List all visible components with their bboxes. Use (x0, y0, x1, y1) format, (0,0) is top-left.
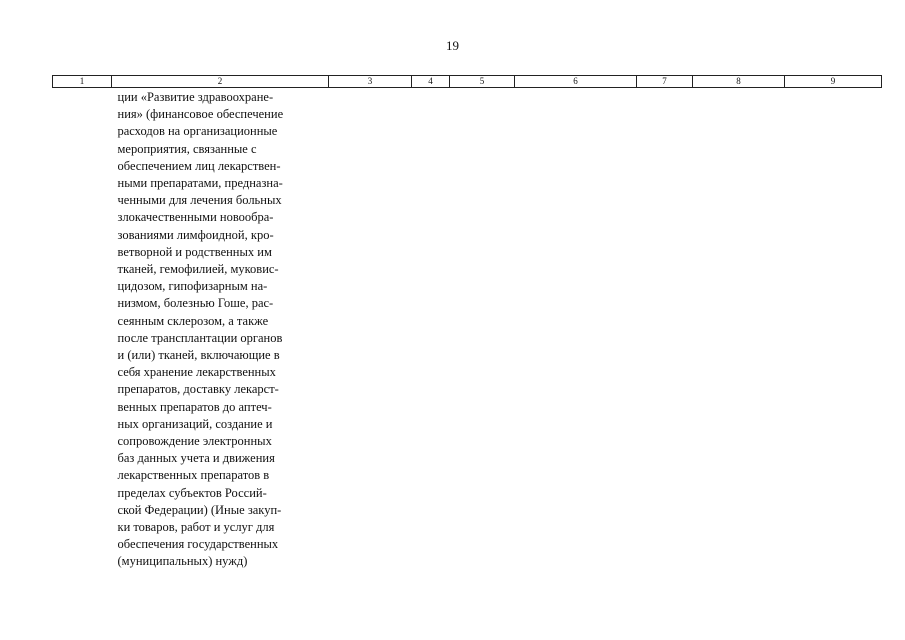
text-line: себя хранение лекарственных (117, 365, 276, 380)
text-line: ки товаров, работ и услуг для (117, 520, 275, 535)
text-line: обеспечением лиц лекарствен- (117, 158, 281, 173)
table-cell-description (112, 88, 329, 571)
text-line: ской Федерации) (Иные закуп- (117, 502, 282, 517)
text-line: тканей, гемофилией, муковис- (117, 262, 279, 277)
column-header: 4 (412, 76, 450, 88)
table-row (53, 88, 882, 571)
text-line: ных организаций, создание и (117, 416, 273, 431)
text-line: лекарственных препаратов в (117, 468, 270, 483)
table-cell (412, 88, 450, 571)
text-line: ции «Развитие здравоохране- (117, 90, 274, 104)
text-line: после трансплантации органов (117, 330, 283, 345)
column-header: 8 (693, 76, 785, 88)
text-line: мероприятия, связанные с (117, 141, 257, 156)
text-line: ченными для лечения больных (117, 193, 282, 208)
column-header: 1 (53, 76, 112, 88)
text-line: сопровождение электронных (117, 434, 272, 449)
column-header: 7 (637, 76, 693, 88)
text-line: расходов на организационные (117, 124, 278, 139)
table-cell (450, 88, 515, 571)
description-text (112, 89, 329, 571)
text-line: и (или) тканей, включающие в (117, 348, 280, 363)
text-line: препаратов, доставку лекарст- (117, 382, 279, 397)
text-line: ния» (финансовое обеспечение (117, 107, 284, 122)
table-cell (329, 88, 412, 571)
column-header: 2 (112, 76, 329, 88)
column-header: 6 (515, 76, 637, 88)
text-line: пределах субъектов Россий- (117, 485, 267, 500)
table-cell (785, 88, 882, 571)
column-header: 3 (329, 76, 412, 88)
text-line: (муниципальных) нужд) (117, 554, 248, 569)
text-line: злокачественными новообра- (117, 210, 274, 225)
column-number-row (53, 76, 882, 88)
text-line: цидозом, гипофизарным на- (117, 279, 268, 294)
text-line: баз данных учета и движения (117, 451, 275, 466)
text-line: ными препаратами, предназна- (117, 176, 283, 191)
table-cell (515, 88, 637, 571)
budget-table (52, 75, 882, 571)
text-line: обеспечения государственных (117, 537, 279, 552)
text-line: зованиями лимфоидной, кро- (117, 227, 274, 242)
column-header: 5 (450, 76, 515, 88)
page-number: 19 (446, 38, 459, 53)
text-line: низмом, болезнью Гоше, рас- (117, 296, 274, 311)
text-line: венных препаратов до аптеч- (117, 399, 272, 414)
column-header: 9 (785, 76, 882, 88)
table-cell (693, 88, 785, 571)
table-cell (53, 88, 112, 571)
text-line: ветворной и родственных им (117, 244, 272, 259)
table-cell (637, 88, 693, 571)
text-line: сеянным склерозом, а также (117, 313, 269, 328)
